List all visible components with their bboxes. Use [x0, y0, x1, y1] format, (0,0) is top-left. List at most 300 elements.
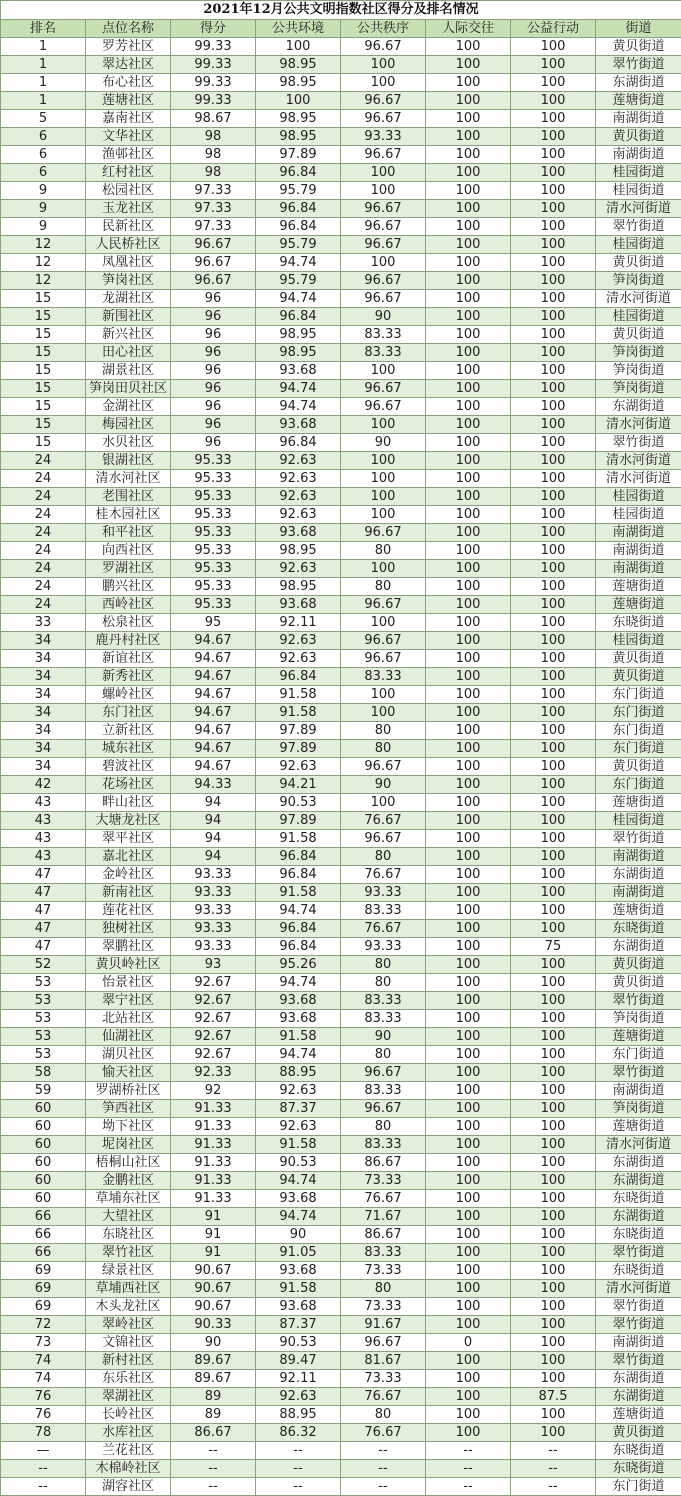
- cell-score: 95.33: [171, 560, 256, 578]
- cell-rank: 43: [1, 830, 86, 848]
- cell-interpersonal: 100: [426, 1118, 511, 1136]
- cell-public-environment: 94.74: [256, 902, 341, 920]
- cell-site-name: 北站社区: [86, 1010, 171, 1028]
- cell-public-order: 83.33: [341, 1136, 426, 1154]
- cell-rank: 9: [1, 182, 86, 200]
- cell-public-environment: 91.58: [256, 704, 341, 722]
- cell-score: 94.67: [171, 758, 256, 776]
- cell-site-name: 银湖社区: [86, 452, 171, 470]
- cell-public-order: 86.67: [341, 1226, 426, 1244]
- cell-site-name: 梧桐山社区: [86, 1154, 171, 1172]
- cell-public-order: 96.67: [341, 1334, 426, 1352]
- cell-score: 96: [171, 344, 256, 362]
- cell-subdistrict: 东晓街道: [596, 1442, 681, 1460]
- table-row: [1, 128, 681, 146]
- cell-rank: --: [1, 1478, 86, 1496]
- cell-public-welfare: 100: [511, 1298, 596, 1316]
- table-row: [1, 416, 681, 434]
- cell-subdistrict: 桂园街道: [596, 308, 681, 326]
- cell-public-environment: 91.58: [256, 686, 341, 704]
- cell-public-environment: 95.79: [256, 182, 341, 200]
- cell-site-name: 龙湖社区: [86, 290, 171, 308]
- cell-public-welfare: 100: [511, 74, 596, 92]
- cell-score: 98: [171, 128, 256, 146]
- cell-public-environment: --: [256, 1442, 341, 1460]
- cell-site-name: 新兴社区: [86, 326, 171, 344]
- cell-interpersonal: 100: [426, 326, 511, 344]
- cell-public-welfare: 100: [511, 704, 596, 722]
- cell-public-environment: 90: [256, 1226, 341, 1244]
- cell-public-order: 83.33: [341, 1082, 426, 1100]
- cell-public-environment: 87.37: [256, 1100, 341, 1118]
- cell-subdistrict: 黄贝街道: [596, 1424, 681, 1442]
- cell-site-name: 布心社区: [86, 74, 171, 92]
- cell-public-welfare: 100: [511, 290, 596, 308]
- table-row: [1, 578, 681, 596]
- cell-public-order: 81.67: [341, 1352, 426, 1370]
- table-row: [1, 1424, 681, 1442]
- cell-score: 90.33: [171, 1316, 256, 1334]
- table-row: [1, 362, 681, 380]
- table-row: [1, 182, 681, 200]
- cell-public-welfare: 100: [511, 326, 596, 344]
- cell-site-name: 梅园社区: [86, 416, 171, 434]
- cell-subdistrict: 翠竹街道: [596, 218, 681, 236]
- cell-public-welfare: 100: [511, 758, 596, 776]
- header-interpersonal: 人际交往: [426, 20, 511, 38]
- cell-interpersonal: 100: [426, 920, 511, 938]
- cell-public-order: 76.67: [341, 920, 426, 938]
- cell-site-name: 兰花社区: [86, 1442, 171, 1460]
- cell-subdistrict: 桂园街道: [596, 506, 681, 524]
- cell-public-order: 90: [341, 308, 426, 326]
- header-rank: 排名: [1, 20, 86, 38]
- cell-public-welfare: 100: [511, 1028, 596, 1046]
- cell-interpersonal: 100: [426, 848, 511, 866]
- cell-rank: 24: [1, 578, 86, 596]
- cell-public-order: 73.33: [341, 1370, 426, 1388]
- cell-public-welfare: 100: [511, 740, 596, 758]
- cell-public-environment: 95.26: [256, 956, 341, 974]
- cell-score: 94.67: [171, 668, 256, 686]
- table-row: [1, 164, 681, 182]
- cell-public-welfare: 100: [511, 632, 596, 650]
- cell-site-name: 玉龙社区: [86, 200, 171, 218]
- cell-rank: 53: [1, 1010, 86, 1028]
- cell-public-order: 100: [341, 704, 426, 722]
- cell-public-welfare: 100: [511, 848, 596, 866]
- cell-public-welfare: 100: [511, 236, 596, 254]
- table-row: [1, 236, 681, 254]
- cell-score: --: [171, 1460, 256, 1478]
- cell-rank: 47: [1, 920, 86, 938]
- cell-site-name: 愉天社区: [86, 1064, 171, 1082]
- cell-public-environment: 91.58: [256, 830, 341, 848]
- cell-public-environment: 94.74: [256, 290, 341, 308]
- cell-subdistrict: 黄贝街道: [596, 254, 681, 272]
- cell-public-environment: 96.84: [256, 434, 341, 452]
- cell-interpersonal: 100: [426, 1352, 511, 1370]
- cell-score: 96: [171, 434, 256, 452]
- cell-interpersonal: 100: [426, 1262, 511, 1280]
- cell-public-environment: 92.63: [256, 1082, 341, 1100]
- cell-subdistrict: 翠竹街道: [596, 1064, 681, 1082]
- cell-score: 90.67: [171, 1280, 256, 1298]
- cell-score: 90.67: [171, 1298, 256, 1316]
- cell-public-welfare: 100: [511, 560, 596, 578]
- cell-public-order: 80: [341, 1280, 426, 1298]
- table-row: [1, 596, 681, 614]
- cell-public-order: 100: [341, 686, 426, 704]
- cell-public-welfare: 100: [511, 578, 596, 596]
- cell-public-environment: 95.79: [256, 272, 341, 290]
- table-row: [1, 380, 681, 398]
- cell-public-environment: 92.63: [256, 650, 341, 668]
- cell-public-environment: 98.95: [256, 542, 341, 560]
- cell-rank: 34: [1, 632, 86, 650]
- cell-public-order: 96.67: [341, 650, 426, 668]
- cell-public-environment: 98.95: [256, 110, 341, 128]
- cell-public-welfare: 100: [511, 722, 596, 740]
- cell-subdistrict: 东晓街道: [596, 920, 681, 938]
- cell-public-welfare: 100: [511, 1010, 596, 1028]
- cell-public-order: 83.33: [341, 326, 426, 344]
- cell-public-welfare: 100: [511, 200, 596, 218]
- cell-public-welfare: 100: [511, 1172, 596, 1190]
- cell-public-order: 83.33: [341, 992, 426, 1010]
- cell-public-order: 73.33: [341, 1172, 426, 1190]
- cell-subdistrict: 翠竹街道: [596, 1298, 681, 1316]
- cell-rank: 47: [1, 902, 86, 920]
- cell-public-welfare: 100: [511, 470, 596, 488]
- cell-public-welfare: --: [511, 1442, 596, 1460]
- cell-score: 92.67: [171, 1028, 256, 1046]
- cell-public-welfare: 100: [511, 110, 596, 128]
- cell-score: 94: [171, 830, 256, 848]
- cell-public-order: 100: [341, 488, 426, 506]
- cell-score: 96.67: [171, 272, 256, 290]
- cell-subdistrict: 桂园街道: [596, 164, 681, 182]
- cell-interpersonal: 100: [426, 38, 511, 56]
- cell-score: 95.33: [171, 524, 256, 542]
- cell-public-welfare: 100: [511, 1190, 596, 1208]
- cell-public-welfare: 100: [511, 1118, 596, 1136]
- table-row: [1, 92, 681, 110]
- cell-rank: 66: [1, 1208, 86, 1226]
- cell-score: 89.67: [171, 1370, 256, 1388]
- cell-public-welfare: 100: [511, 506, 596, 524]
- cell-site-name: 松泉社区: [86, 614, 171, 632]
- table-row: [1, 1010, 681, 1028]
- cell-public-welfare: 100: [511, 56, 596, 74]
- cell-public-environment: 91.58: [256, 884, 341, 902]
- cell-public-welfare: 100: [511, 1262, 596, 1280]
- cell-public-welfare: 100: [511, 452, 596, 470]
- cell-interpersonal: 100: [426, 974, 511, 992]
- cell-public-environment: 93.68: [256, 524, 341, 542]
- cell-site-name: 大望社区: [86, 1208, 171, 1226]
- cell-score: 97.33: [171, 218, 256, 236]
- table-row: [1, 560, 681, 578]
- table-row: [1, 956, 681, 974]
- cell-public-order: 96.67: [341, 380, 426, 398]
- cell-site-name: 桂木园社区: [86, 506, 171, 524]
- cell-subdistrict: 东门街道: [596, 740, 681, 758]
- cell-site-name: 螺岭社区: [86, 686, 171, 704]
- cell-public-environment: 92.63: [256, 1118, 341, 1136]
- cell-public-welfare: 100: [511, 542, 596, 560]
- cell-subdistrict: 东晓街道: [596, 1460, 681, 1478]
- cell-rank: 60: [1, 1118, 86, 1136]
- cell-interpersonal: 100: [426, 56, 511, 74]
- cell-public-environment: 94.21: [256, 776, 341, 794]
- cell-rank: 69: [1, 1280, 86, 1298]
- cell-public-order: 91.67: [341, 1316, 426, 1334]
- cell-site-name: 凤凰社区: [86, 254, 171, 272]
- cell-public-order: 96.67: [341, 92, 426, 110]
- cell-subdistrict: 东门街道: [596, 1046, 681, 1064]
- cell-site-name: 黄贝岭社区: [86, 956, 171, 974]
- cell-score: 93.33: [171, 884, 256, 902]
- table-row: [1, 758, 681, 776]
- cell-public-order: --: [341, 1478, 426, 1496]
- cell-rank: 24: [1, 506, 86, 524]
- cell-score: 98: [171, 164, 256, 182]
- cell-public-welfare: 100: [511, 1082, 596, 1100]
- table-row: [1, 1226, 681, 1244]
- cell-public-welfare: 100: [511, 524, 596, 542]
- cell-subdistrict: 清水河街道: [596, 452, 681, 470]
- table-row: [1, 668, 681, 686]
- cell-rank: 47: [1, 938, 86, 956]
- table-row: [1, 218, 681, 236]
- cell-interpersonal: 100: [426, 1172, 511, 1190]
- cell-subdistrict: 南湖街道: [596, 848, 681, 866]
- cell-public-welfare: 100: [511, 38, 596, 56]
- cell-public-order: 86.67: [341, 1154, 426, 1172]
- cell-rank: 6: [1, 128, 86, 146]
- cell-interpersonal: 100: [426, 902, 511, 920]
- cell-score: 99.33: [171, 56, 256, 74]
- cell-site-name: 湖景社区: [86, 362, 171, 380]
- cell-public-welfare: 75: [511, 938, 596, 956]
- cell-subdistrict: 东门街道: [596, 776, 681, 794]
- cell-public-order: 93.33: [341, 128, 426, 146]
- table-row: [1, 1442, 681, 1460]
- cell-public-order: 93.33: [341, 884, 426, 902]
- cell-subdistrict: 翠竹街道: [596, 1316, 681, 1334]
- cell-interpersonal: 100: [426, 308, 511, 326]
- cell-rank: 6: [1, 164, 86, 182]
- cell-public-welfare: 100: [511, 794, 596, 812]
- cell-score: 97.33: [171, 182, 256, 200]
- cell-rank: 42: [1, 776, 86, 794]
- cell-public-welfare: 100: [511, 344, 596, 362]
- cell-subdistrict: 东门街道: [596, 1478, 681, 1496]
- cell-subdistrict: 莲塘街道: [596, 1118, 681, 1136]
- cell-score: 91.33: [171, 1136, 256, 1154]
- cell-interpersonal: 100: [426, 632, 511, 650]
- cell-interpersonal: 100: [426, 1100, 511, 1118]
- cell-site-name: 城东社区: [86, 740, 171, 758]
- cell-public-order: 100: [341, 182, 426, 200]
- cell-interpersonal: 100: [426, 1190, 511, 1208]
- cell-public-environment: 92.63: [256, 1388, 341, 1406]
- cell-site-name: 笋西社区: [86, 1100, 171, 1118]
- cell-score: 96: [171, 290, 256, 308]
- cell-score: 96: [171, 380, 256, 398]
- cell-public-environment: 92.63: [256, 560, 341, 578]
- cell-site-name: 渔邨社区: [86, 146, 171, 164]
- cell-public-order: 96.67: [341, 272, 426, 290]
- cell-score: 93.33: [171, 866, 256, 884]
- cell-public-order: 100: [341, 794, 426, 812]
- cell-rank: 34: [1, 758, 86, 776]
- cell-subdistrict: 东门街道: [596, 722, 681, 740]
- cell-public-order: 100: [341, 452, 426, 470]
- cell-public-environment: 94.74: [256, 1208, 341, 1226]
- cell-rank: 24: [1, 542, 86, 560]
- cell-subdistrict: 黄贝街道: [596, 668, 681, 686]
- cell-score: 96: [171, 398, 256, 416]
- cell-rank: 9: [1, 200, 86, 218]
- cell-score: 95.33: [171, 488, 256, 506]
- table-row: [1, 704, 681, 722]
- cell-rank: 66: [1, 1226, 86, 1244]
- cell-public-welfare: 100: [511, 1280, 596, 1298]
- cell-subdistrict: 桂园街道: [596, 632, 681, 650]
- cell-rank: --: [1, 1460, 86, 1478]
- cell-site-name: 田心社区: [86, 344, 171, 362]
- cell-rank: 15: [1, 326, 86, 344]
- cell-rank: 12: [1, 254, 86, 272]
- cell-subdistrict: 笋岗街道: [596, 380, 681, 398]
- table-row: [1, 1244, 681, 1262]
- cell-public-welfare: 100: [511, 1316, 596, 1334]
- cell-score: 94.67: [171, 686, 256, 704]
- cell-public-environment: --: [256, 1460, 341, 1478]
- cell-public-environment: 94.74: [256, 380, 341, 398]
- cell-public-order: 96.67: [341, 1100, 426, 1118]
- cell-interpersonal: 100: [426, 1046, 511, 1064]
- cell-site-name: 水贝社区: [86, 434, 171, 452]
- table-row: [1, 920, 681, 938]
- cell-public-order: 80: [341, 1406, 426, 1424]
- cell-score: 94.67: [171, 722, 256, 740]
- cell-interpersonal: 100: [426, 578, 511, 596]
- cell-public-order: 76.67: [341, 1388, 426, 1406]
- cell-public-welfare: 100: [511, 686, 596, 704]
- cell-public-environment: 93.68: [256, 416, 341, 434]
- cell-rank: 12: [1, 236, 86, 254]
- cell-public-environment: 92.11: [256, 614, 341, 632]
- cell-rank: 33: [1, 614, 86, 632]
- cell-public-welfare: 100: [511, 1406, 596, 1424]
- cell-rank: 15: [1, 308, 86, 326]
- cell-interpersonal: 100: [426, 812, 511, 830]
- cell-public-environment: 87.37: [256, 1316, 341, 1334]
- cell-site-name: 新村社区: [86, 1352, 171, 1370]
- table-body: [1, 38, 681, 1496]
- cell-public-order: 96.67: [341, 110, 426, 128]
- cell-rank: 24: [1, 524, 86, 542]
- cell-public-environment: 98.95: [256, 578, 341, 596]
- cell-public-environment: 100: [256, 92, 341, 110]
- cell-public-order: 80: [341, 722, 426, 740]
- cell-score: 92.67: [171, 1046, 256, 1064]
- cell-interpersonal: 100: [426, 1316, 511, 1334]
- cell-interpersonal: 100: [426, 524, 511, 542]
- cell-public-environment: 91.58: [256, 1280, 341, 1298]
- cell-public-environment: 98.95: [256, 344, 341, 362]
- cell-score: --: [171, 1442, 256, 1460]
- cell-interpersonal: 100: [426, 884, 511, 902]
- cell-rank: 69: [1, 1262, 86, 1280]
- table-row: [1, 434, 681, 452]
- cell-subdistrict: 黄贝街道: [596, 128, 681, 146]
- cell-interpersonal: 100: [426, 542, 511, 560]
- table-row: [1, 794, 681, 812]
- cell-rank: 34: [1, 668, 86, 686]
- cell-subdistrict: 南湖街道: [596, 1082, 681, 1100]
- cell-score: 94.67: [171, 632, 256, 650]
- cell-public-order: 80: [341, 542, 426, 560]
- cell-interpersonal: 100: [426, 380, 511, 398]
- cell-public-environment: 90.53: [256, 1334, 341, 1352]
- cell-public-welfare: 100: [511, 380, 596, 398]
- cell-public-environment: 93.68: [256, 362, 341, 380]
- cell-public-welfare: 100: [511, 920, 596, 938]
- cell-interpersonal: 100: [426, 1244, 511, 1262]
- table-row: [1, 1028, 681, 1046]
- cell-interpersonal: 100: [426, 1424, 511, 1442]
- cell-subdistrict: 南湖街道: [596, 884, 681, 902]
- cell-public-environment: 93.68: [256, 1262, 341, 1280]
- cell-rank: 24: [1, 596, 86, 614]
- cell-public-environment: 91.05: [256, 1244, 341, 1262]
- cell-site-name: 仙湖社区: [86, 1028, 171, 1046]
- cell-public-environment: 91.58: [256, 1136, 341, 1154]
- cell-public-welfare: 100: [511, 128, 596, 146]
- cell-public-environment: 94.74: [256, 1172, 341, 1190]
- cell-public-environment: 97.89: [256, 146, 341, 164]
- cell-subdistrict: 清水河街道: [596, 200, 681, 218]
- cell-interpersonal: 100: [426, 1298, 511, 1316]
- cell-public-order: 96.67: [341, 830, 426, 848]
- cell-site-name: 鹏兴社区: [86, 578, 171, 596]
- cell-public-welfare: 100: [511, 1334, 596, 1352]
- cell-subdistrict: 南湖街道: [596, 110, 681, 128]
- cell-score: --: [171, 1478, 256, 1496]
- cell-public-environment: 94.74: [256, 398, 341, 416]
- cell-score: 93.33: [171, 920, 256, 938]
- cell-interpersonal: 100: [426, 866, 511, 884]
- table-row: [1, 866, 681, 884]
- cell-score: 91.33: [171, 1100, 256, 1118]
- cell-public-welfare: 100: [511, 1352, 596, 1370]
- cell-public-welfare: 100: [511, 974, 596, 992]
- cell-public-order: 96.67: [341, 218, 426, 236]
- cell-rank: 53: [1, 1028, 86, 1046]
- cell-score: 94.67: [171, 704, 256, 722]
- cell-public-order: 96.67: [341, 236, 426, 254]
- cell-subdistrict: 莲塘街道: [596, 902, 681, 920]
- table-row: [1, 200, 681, 218]
- cell-rank: 60: [1, 1100, 86, 1118]
- cell-public-order: 83.33: [341, 344, 426, 362]
- cell-rank: 74: [1, 1370, 86, 1388]
- cell-site-name: 西岭社区: [86, 596, 171, 614]
